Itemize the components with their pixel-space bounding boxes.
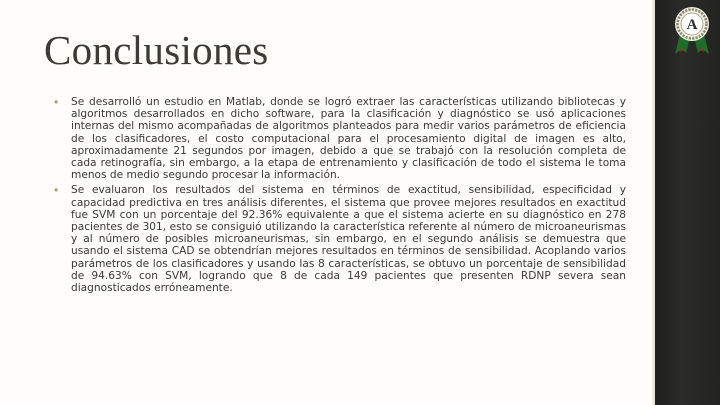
bullet-dot-icon: • [54,95,59,109]
bullet-dot-icon: • [54,183,59,198]
page-title: Conclusiones [44,27,269,73]
slide-content [52,96,626,297]
dark-sidebar [655,0,720,405]
bullet-text: Se evaluaron los resultados del sistema en términos de exactitud, sensibilidad, especificidad y capacidad predictiva en tres análisis diferentes, el sistema que provee mejores resultados en exactitud fue SVM con un porcentaje del 92.36% equivalente a que el sistema acierte en su diagnóstico en 278 pacientes de 301, esto se consiguió utilizando la característica referente al número de microaneurismas y al número de posibles microaneurismas, sin embargo, en el segundo análisis se demuestra que usando el sistema CAD se obtendrían mejores resultados en términos de sensibilidad. Acoplando varios parámetros de los clasificadores y usando las 8 características, se obtuvo un porcentaje de sensibilidad de 94.63% con SVM, logrando que 8 de cada 149 pacientes que presenten RDNP severa sean diagnosticados erróneamente. [71,184,626,295]
award-badge-icon [671,4,713,58]
list-item [52,96,626,181]
bullet-text: Se desarrolló un estudio en Matlab, donde se logró extraer las características utilizando bibliotecas y algoritmos desarrollados en dicho software, para la clasificación y diagnóstico se usó aplicaciones internas del mismo acompañadas de algoritmos planteados para medir varios parámetros de eficiencia de los clasificadores, el costo computacional para el procesamiento digital de imagen es alto, aproximadamente 21 segundos por imagen, debido a que se trabajó con la resolución completa de cada retinografía, sin embargo, a la etapa de entrenamiento y clasificación de todo el sistema le toma menos de medio segundo procesar la información. [71,96,626,182]
bullet-list [52,96,626,294]
list-item [52,184,626,294]
badge-letter: A [686,17,698,33]
